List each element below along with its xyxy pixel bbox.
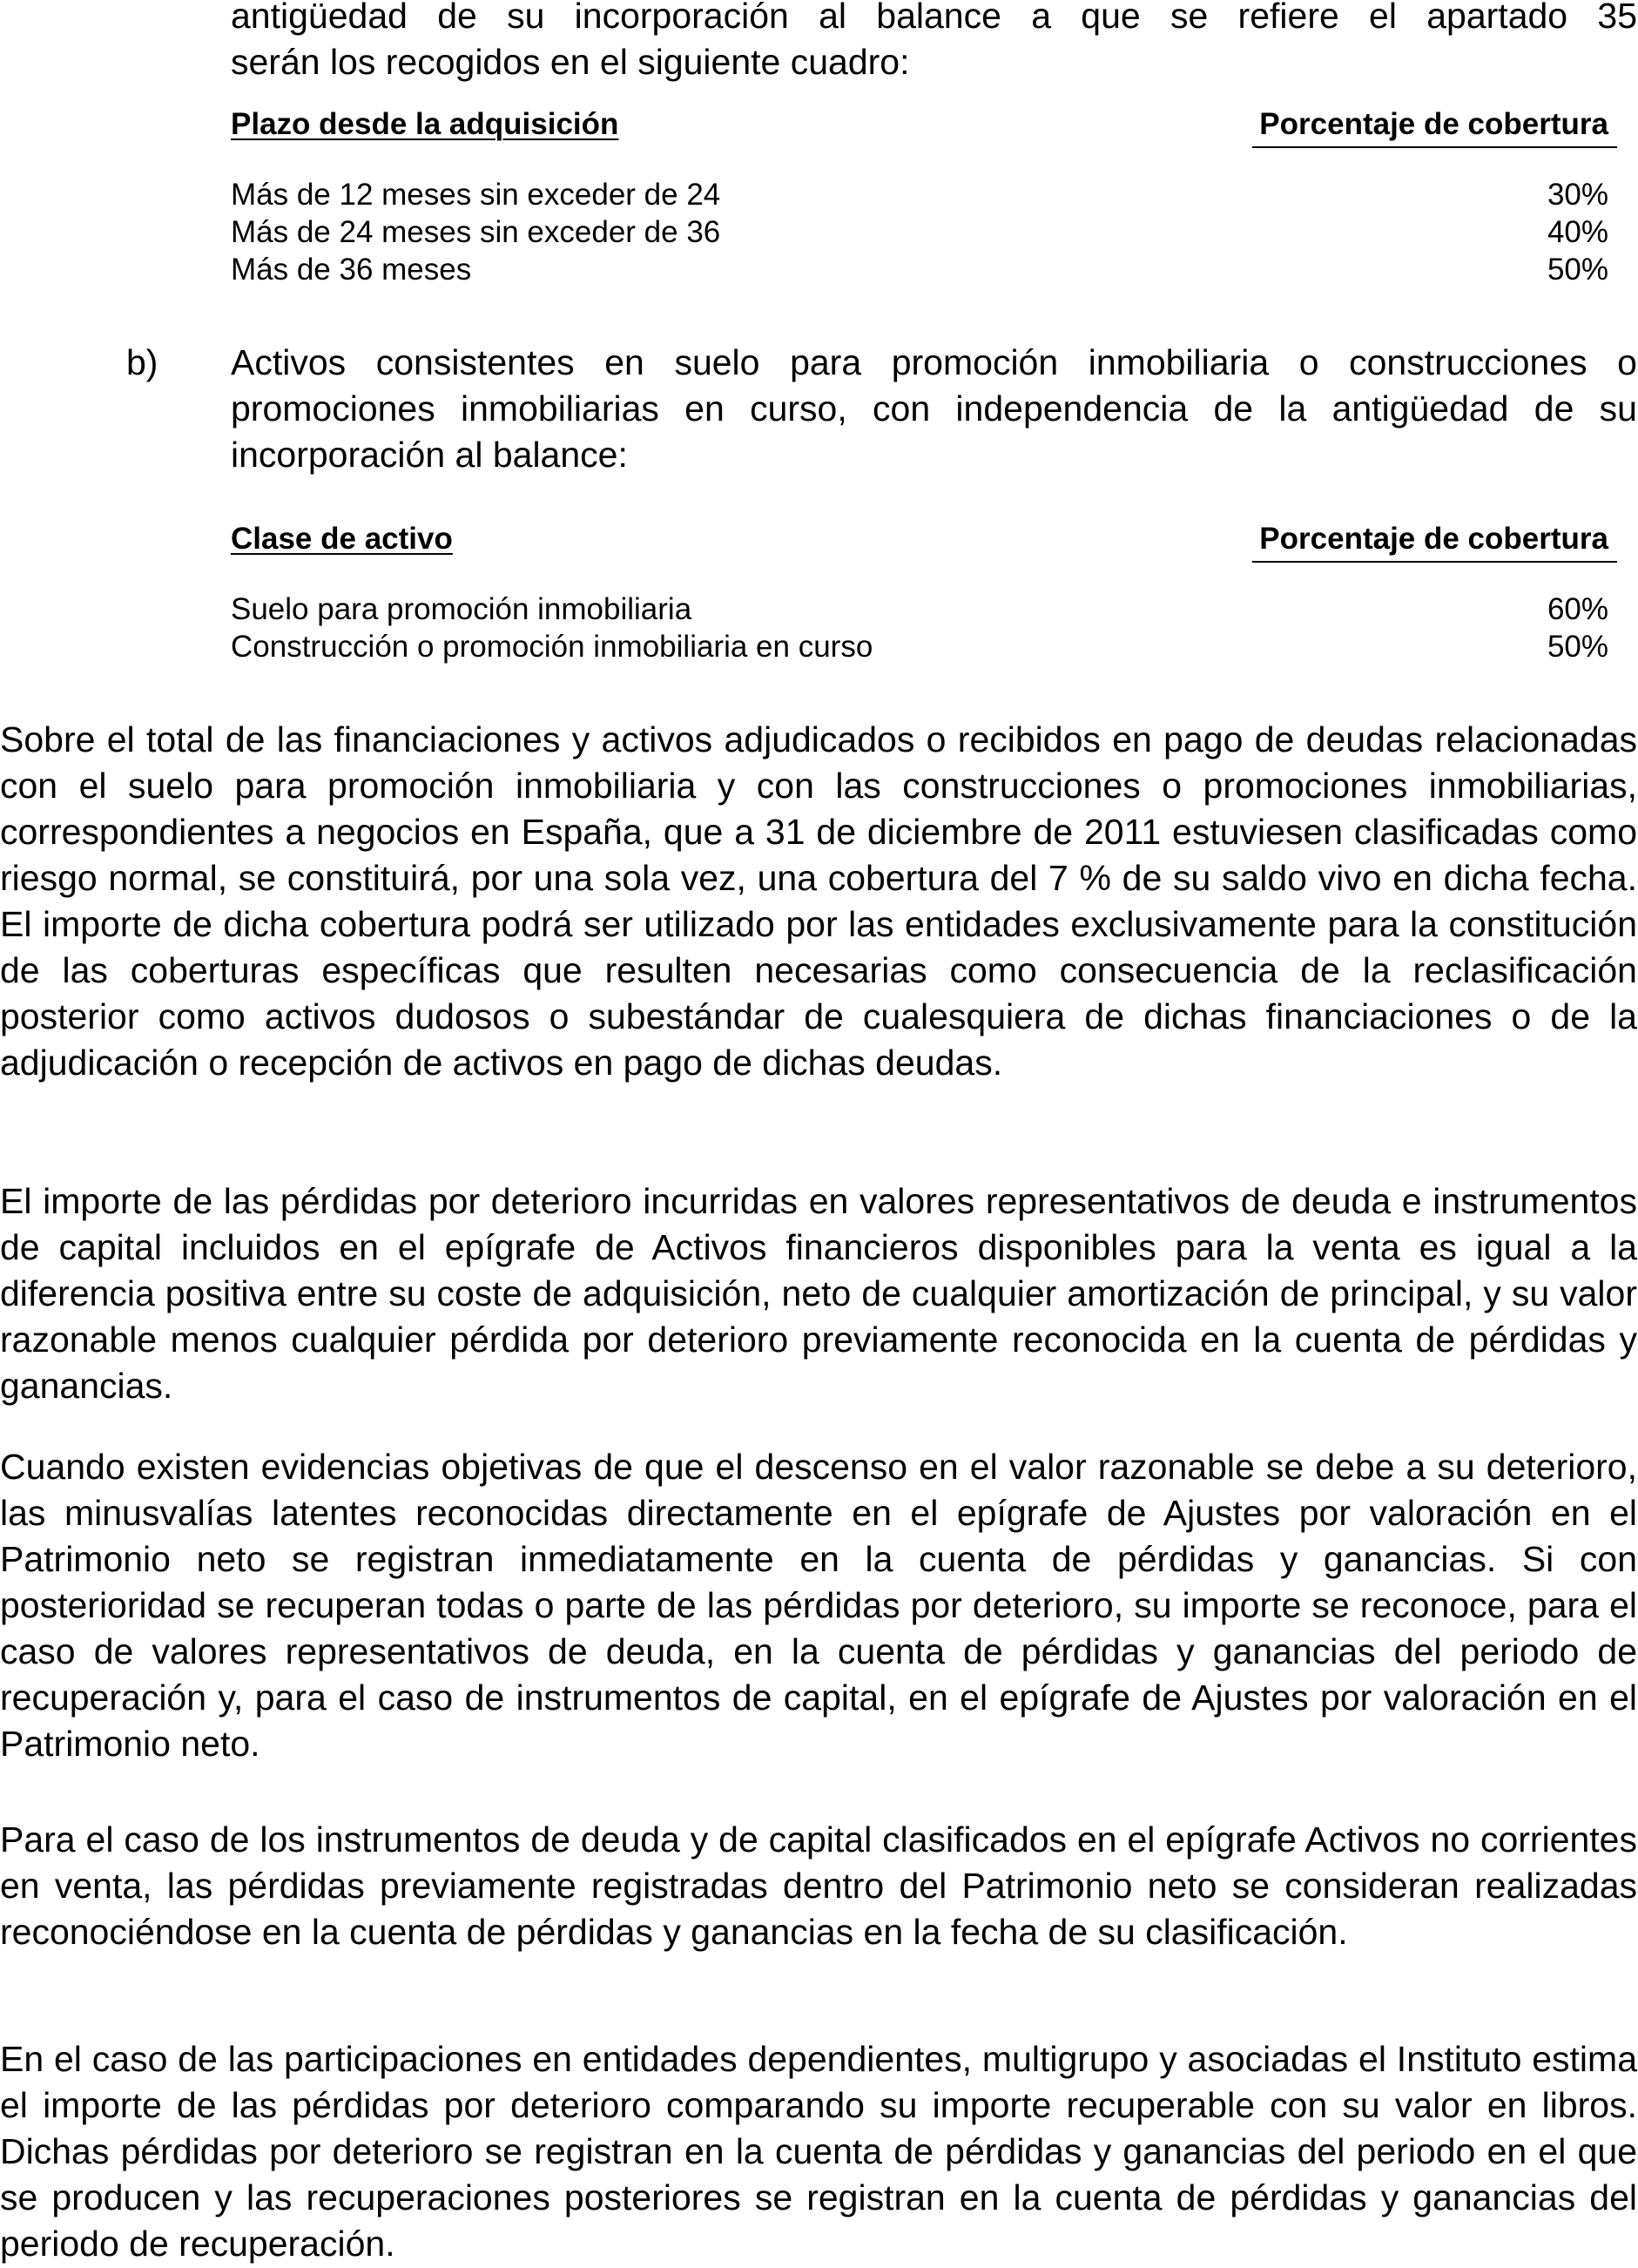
row-value: 40% xyxy=(1547,215,1608,249)
row-value: 50% xyxy=(1547,630,1608,664)
column-header-coverage: Porcentaje de cobertura xyxy=(1252,105,1617,148)
intro-line: serán los recogidos en el siguiente cuadro: xyxy=(231,42,910,82)
table-row xyxy=(231,176,1608,213)
row-value: 60% xyxy=(1547,592,1608,626)
row-label: Más de 24 meses sin exceder de 36 xyxy=(231,215,721,249)
row-label: Más de 36 meses xyxy=(231,253,472,287)
intro-text xyxy=(231,0,1637,85)
column-header-coverage: Porcentaje de cobertura xyxy=(1252,520,1617,563)
list-marker: b) xyxy=(126,342,158,382)
body-paragraph: En el caso de las participaciones en entidades dependientes, multigrupo y asociadas el Instituto estima el importe de las pérdidas por deterioro comparando su importe recuperable con su valor en libros. Dichas pérdidas por deterioro se registran en la cuenta de pérdidas y ganancias del periodo en el que se producen y las recuperaciones posteriores se registran en la cuenta de pérdidas y ganancias del periodo de recuperación. xyxy=(0,2039,1637,2264)
body-paragraph: Sobre el total de las financiaciones y activos adjudicados o recibidos en pago de deudas relacionadas con el suelo para promoción inmobiliaria y con las construcciones o promociones inmobiliarias, correspondientes a negocios en España, que a 31 de diciembre de 2011 estuviesen clasificadas como riesgo normal, se constituirá, por una sola vez, una cobertura del 7 % de su saldo vivo en dicha fecha. El importe de dicha cobertura podrá ser utilizado por las entidades exclusivamente para la constitución de las coberturas específicas que resulten necesarias como consecuencia de la reclasificación posterior como activos dudosos o subestándar de cualesquiera de dichas financiaciones o de la adjudicación o recepción de activos en pago de dichas deudas. xyxy=(0,719,1637,1083)
intro-line: antigüedad de su incorporación al balance a que se refiere el apartado 35 xyxy=(231,0,1637,36)
row-value: 30% xyxy=(1547,178,1608,212)
body-paragraph: El importe de las pérdidas por deterioro incurridas en valores representativos de deuda e instrumentos de capital incluidos en el epígrafe de Activos financieros disponibles para la venta es igual a la diferencia positiva entre su coste de adquisición, neto de cualquier amortización de principal, y su valor razonable menos cualquier pérdida por deterioro previamente reconocida en la cuenta de pérdidas y ganancias. xyxy=(0,1181,1637,1406)
table-header xyxy=(231,105,1608,147)
table-row xyxy=(231,628,1608,665)
body-paragraph: Para el caso de los instrumentos de deuda y de capital clasificados en el epígrafe Activos no corrientes en venta, las pérdidas previamente registradas dentro del Patrimonio neto se consideran realizadas reconociéndose en la cuenta de pérdidas y ganancias en la fecha de su clasificación. xyxy=(0,1819,1637,1952)
table-header xyxy=(231,520,1608,562)
table-row xyxy=(231,251,1608,288)
table-body xyxy=(231,176,1608,288)
row-label: Suelo para promoción inmobiliaria xyxy=(231,592,692,626)
row-label: Más de 12 meses sin exceder de 24 xyxy=(231,178,721,212)
row-value: 50% xyxy=(1547,253,1608,287)
list-item-text: Activos consistentes en suelo para promoción inmobiliaria o construcciones o promociones inmobiliarias en curso, con independencia de la antigüedad de su incorporación al balance: xyxy=(231,342,1637,475)
body-paragraph: Cuando existen evidencias objetivas de que el descenso en el valor razonable se debe a su deterioro, las minusvalías latentes reconocidas directamente en el epígrafe de Ajustes por valoración en el Patrimonio neto se registran inmediatamente en la cuenta de pérdidas y ganancias. Si con posterioridad se recuperan todas o parte de las pérdidas por deterioro, su importe se reconoce, para el caso de valores representativos de deuda, en la cuenta de pérdidas y ganancias del periodo de recuperación y, para el caso de instrumentos de capital, en el epígrafe de Ajustes por valoración en el Patrimonio neto. xyxy=(0,1447,1637,1764)
table-row xyxy=(231,591,1608,628)
table-row xyxy=(231,213,1608,251)
column-header-term: Plazo desde la adquisición xyxy=(231,107,619,141)
coverage-table-by-term xyxy=(231,105,1608,288)
column-header-asset-class: Clase de activo xyxy=(231,522,453,556)
row-label: Construcción o promoción inmobiliaria en curso xyxy=(231,630,873,664)
coverage-table-by-asset xyxy=(231,520,1608,665)
table-body xyxy=(231,591,1608,665)
